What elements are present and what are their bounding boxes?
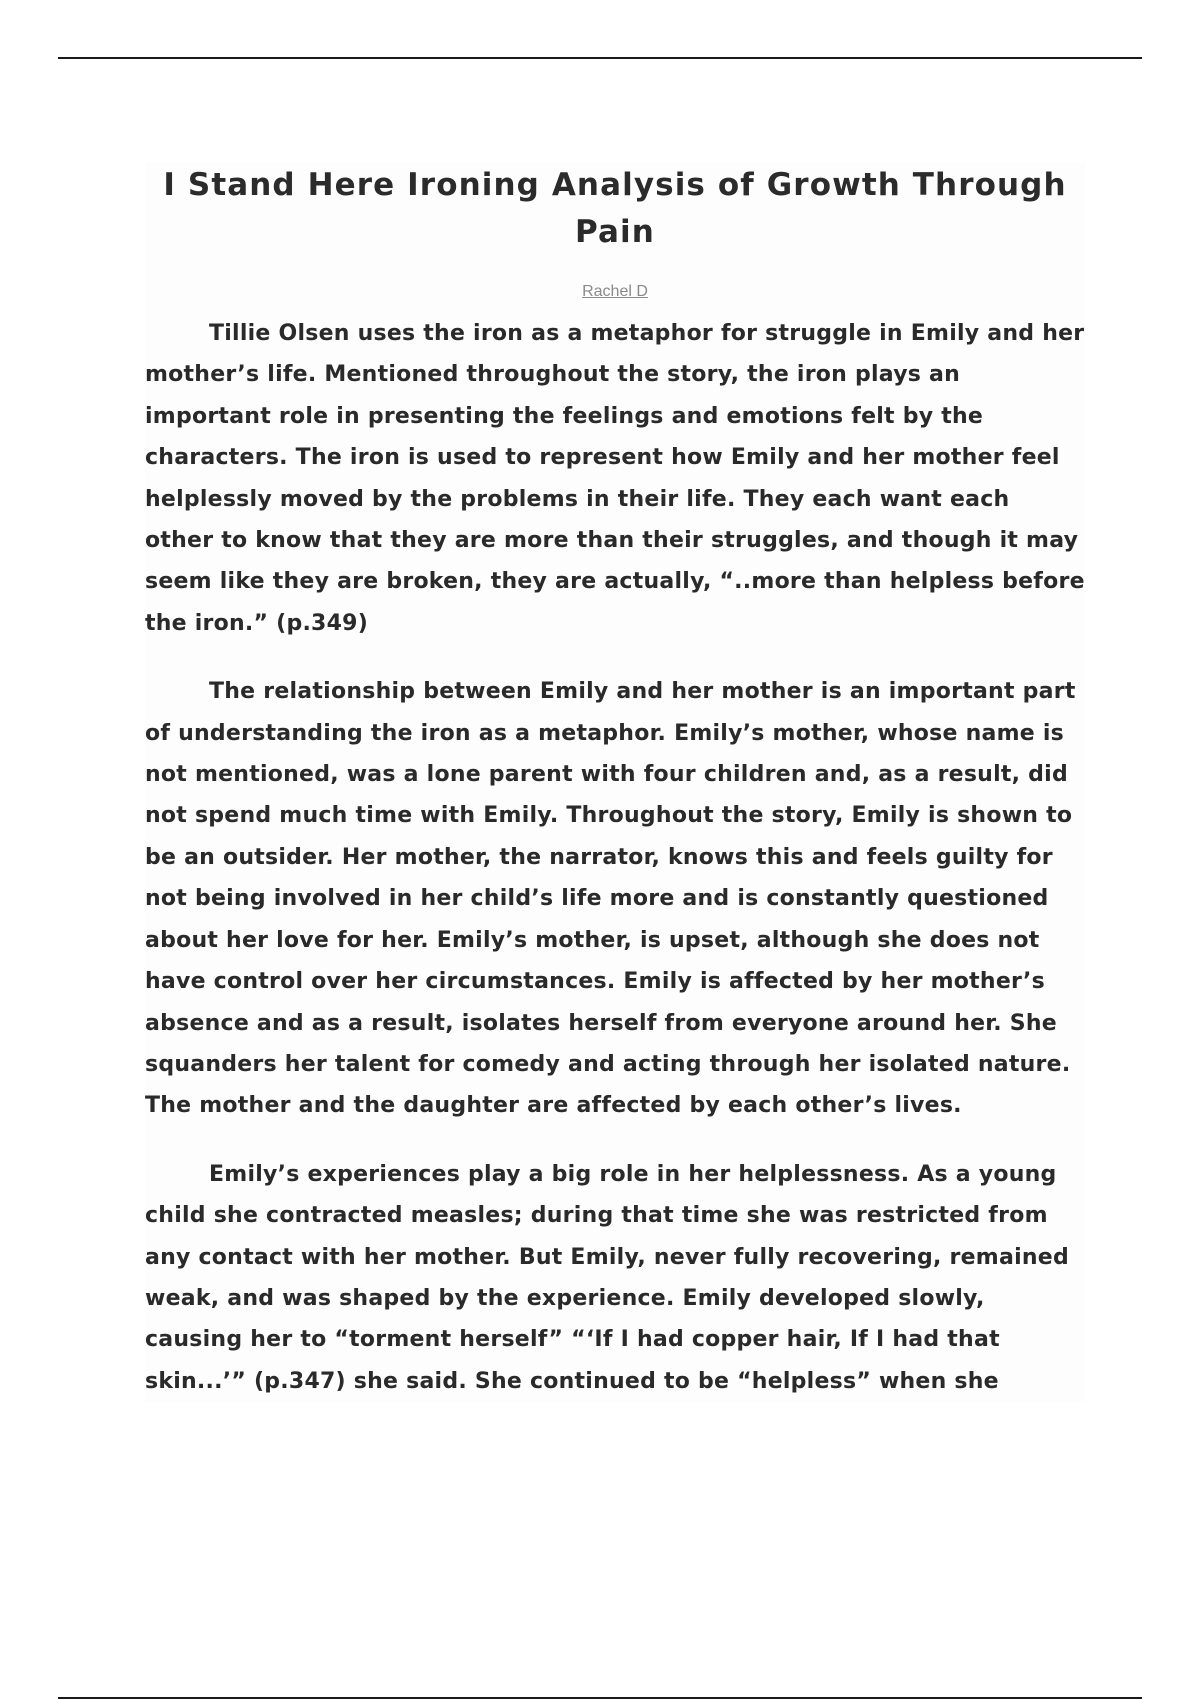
- document-title: I Stand Here Ironing Analysis of Growth Through Pain: [163, 167, 1067, 250]
- author-link[interactable]: Rachel D: [582, 283, 648, 300]
- paragraph-2: The relationship between Emily and her mother is an important part of understanding the iron as a metaphor. Emily’s mother, whose name is not mentioned, was a lone parent with four children and, as a result, did not spend much time with Emily. Throughout the story, Emily is shown to be an outsider. Her mother, the narrator, knows this and feels guilty for not being involved in her child’s life more and is constantly questioned about her love for her. Emily’s mother, is upset, although she does not have control over her circumstances. Emily is affected by her mother’s absence and as a result, isolates herself from everyone around her. She squanders her talent for comedy and acting through her isolated nature. The mother and the daughter are affected by each other’s lives.: [145, 679, 1076, 1119]
- top-rule: [58, 57, 1142, 59]
- paragraph-1: Tillie Olsen uses the iron as a metaphor for struggle in Emily and her mother’s life. Mentioned throughout the story, the iron plays an important role in presenting the feelings and emotions felt by the characters. The iron is used to represent how Emily and her mother feel helplessly moved by the problems in their life. They each want each other to know that they are more than their struggles, and though it may seem like they are broken, they are actually, “..more than helpless before the iron.” (p.349): [145, 321, 1085, 636]
- paragraph-3: Emily’s experiences play a big role in her helplessness. As a young child she contracted measles; during that time she was restricted from any contact with her mother. But Emily, never fully recovering, remained weak, and was shaped by the experience. Emily developed slowly, causing her to “torment herself” “‘If I had copper hair, If I had that skin...’” (p.347) she said. She continued to be “helpless” when she: [145, 1161, 1069, 1394]
- bottom-rule: [58, 1697, 1142, 1699]
- document-body: [145, 162, 1085, 1402]
